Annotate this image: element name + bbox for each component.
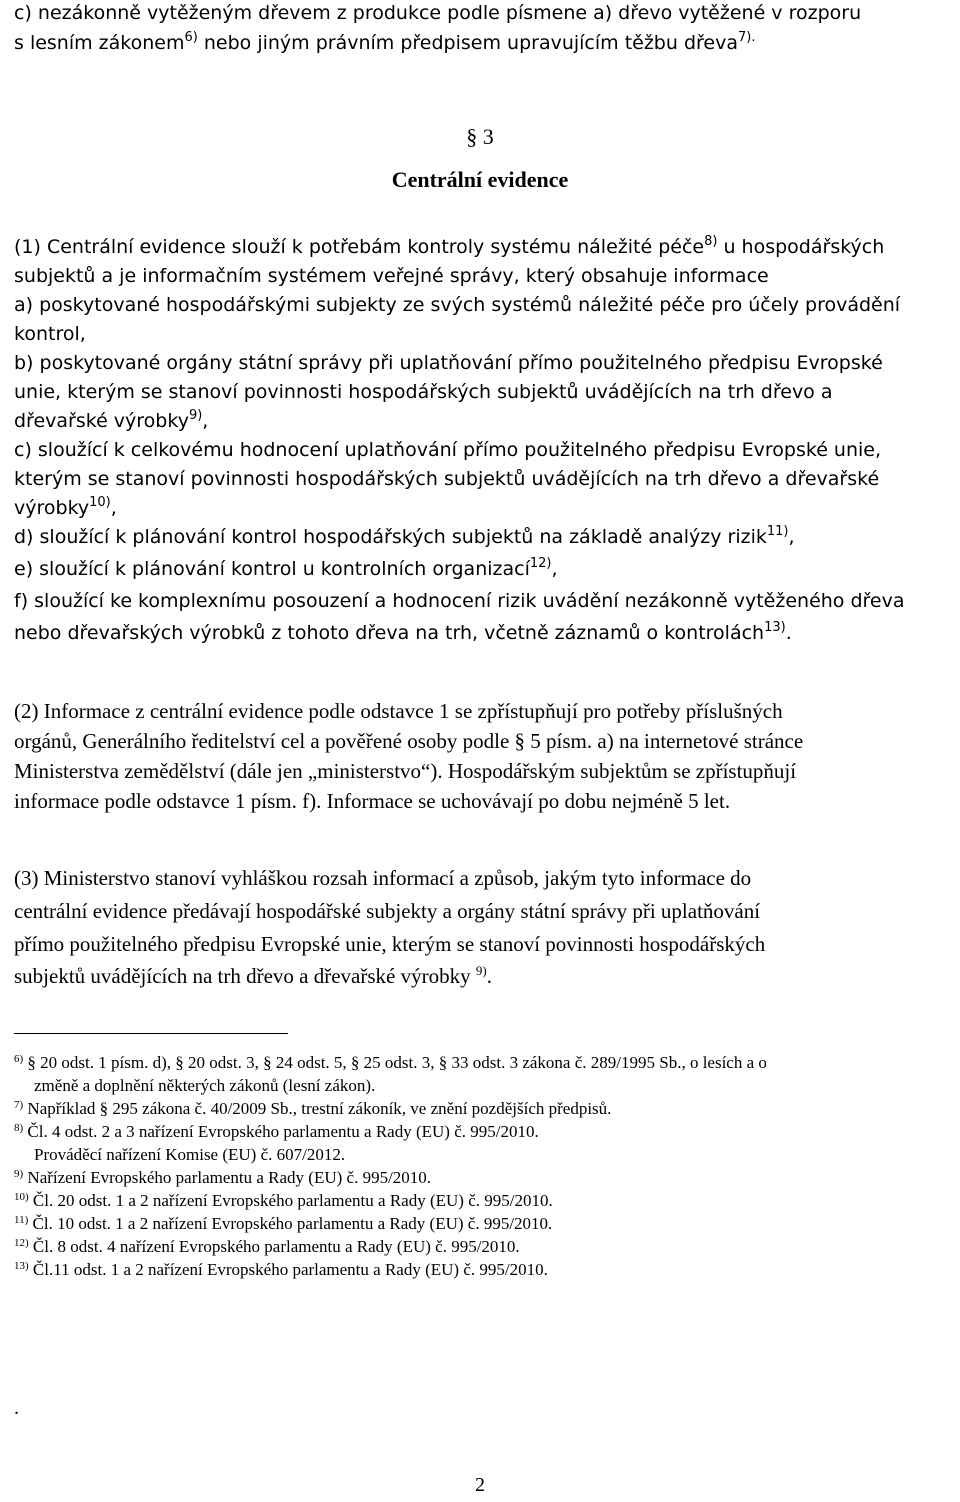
carryover-line-c: c) nezákonně vytěženým dřevem z produkce podle písmene a) dřevo vytěžené v rozporu bbox=[14, 2, 862, 24]
item-c-line-3: výrobky$^{10)}$, bbox=[14, 495, 117, 519]
footnote-ref-12: 12) bbox=[529, 556, 552, 571]
item-c-line-2: kterým se stanoví povinnosti hospodářských subjektů uvádějících na trh dřevo a dřevařské bbox=[14, 468, 880, 490]
page-number: 2 bbox=[475, 1474, 485, 1496]
section-title: Centrální evidence bbox=[391, 167, 569, 192]
footnote-separator bbox=[14, 1033, 288, 1034]
footnote-ref-11: 11) bbox=[766, 524, 789, 539]
footnote-ref-9: 9) bbox=[188, 408, 203, 423]
footnote-9: $^{9)}$ Nařízení Evropského parlamentu a Rady (EU) č. 995/2010. bbox=[14, 1168, 432, 1187]
footnote-12: $^{12)}$ Čl. 8 odst. 4 nařízení Evropského parlamentu a Rady (EU) č. 995/2010. bbox=[14, 1237, 520, 1256]
item-a-line-2: kontrol, bbox=[14, 323, 86, 345]
trailing-dot: . bbox=[14, 1397, 19, 1419]
item-c-line-1: c) sloužící k celkovému hodnocení uplatňování přímo použitelného předpisu Evropské unie, bbox=[14, 439, 882, 461]
paragraph-3-line-2: centrální evidence předávají hospodářské subjekty a orgány státní správy při uplatňování bbox=[14, 899, 761, 923]
item-a-line-1: a) poskytované hospodářskými subjekty ze svých systémů náležité péče pro účely provádění bbox=[14, 294, 901, 316]
paragraph-3-line-4: subjektů uvádějících na trh dřevo a dřevařské výrobky $^{9)}$. bbox=[14, 963, 492, 988]
item-e-line-1: e) sloužící k plánování kontrol u kontrolních organizací$^{12)}$, bbox=[14, 556, 558, 580]
footnote-6: $^{6)}$ § 20 odst. 1 písm. d), § 20 odst. 3, § 24 odst. 5, § 25 odst. 3, § 33 odst. 3 zákona č. 289/1995 Sb., o lesích a o bbox=[14, 1053, 767, 1072]
paragraph-3-line-1: (3) Ministerstvo stanoví vyhláškou rozsah informací a způsob, jakým tyto informace do bbox=[14, 866, 752, 890]
footnote-8: $^{8)}$ Čl. 4 odst. 2 a 3 nařízení Evropského parlamentu a Rady (EU) č. 995/2010. bbox=[14, 1122, 539, 1141]
paragraph-1-line-1: (1) Centrální evidence slouží k potřebám kontroly systému náležité péče$^{8)}$ u hospodářských bbox=[14, 234, 885, 258]
paragraph-1-line-2: subjektů a je informačním systémem veřejné správy, který obsahuje informace bbox=[14, 265, 769, 287]
paragraph-2-line-3: Ministerstva zemědělství (dále jen „ministerstvo“). Hospodářským subjektům se zpřístupňují bbox=[14, 759, 797, 783]
carryover-line-c-end: s lesním zákonem$^{6)}$ nebo jiným právním předpisem upravujícím těžbu dřeva$^{7).}$ bbox=[14, 30, 756, 54]
footnote-13: $^{13)}$ Čl.11 odst. 1 a 2 nařízení Evropského parlamentu a Rady (EU) č. 995/2010. bbox=[14, 1260, 548, 1279]
item-f-line-1: f) sloužící ke komplexnímu posouzení a hodnocení rizik uvádění nezákonně vytěženého dřeva bbox=[14, 590, 905, 612]
footnote-8-cont: Prováděcí nařízení Komise (EU) č. 607/2012. bbox=[34, 1145, 346, 1164]
item-b-line-2: unie, kterým se stanoví povinnosti hospodářských subjektů uvádějících na trh dřevo a bbox=[14, 381, 833, 403]
footnote-ref-7: 7). bbox=[737, 30, 756, 45]
footnote-ref-9b: 9) bbox=[475, 963, 487, 978]
item-d-line-1: d) sloužící k plánování kontrol hospodářských subjektů na základě analýzy rizik$^{11)}$, bbox=[14, 524, 795, 548]
paragraph-2-line-2: orgánů, Generálního ředitelství cel a pověřené osoby podle § 5 písm. a) na internetové stránce bbox=[14, 729, 804, 753]
footnote-11: $^{11)}$ Čl. 10 odst. 1 a 2 nařízení Evropského parlamentu a Rady (EU) č. 995/2010. bbox=[14, 1214, 553, 1233]
section-number: § 3 bbox=[466, 124, 494, 149]
item-b-line-3: dřevařské výrobky$^{9)}$, bbox=[14, 408, 209, 432]
footnote-ref-10: 10) bbox=[89, 495, 111, 510]
footnote-ref-6: 6) bbox=[184, 30, 198, 45]
item-b-line-1: b) poskytované orgány státní správy při uplatňování přímo použitelného předpisu Evropské bbox=[14, 352, 883, 374]
paragraph-2-line-4: informace podle odstavce 1 písm. f). Informace se uchovávají po dobu nejméně 5 let. bbox=[14, 789, 731, 813]
paragraph-2-line-1: (2) Informace z centrální evidence podle odstavce 1 se zpřístupňují pro potřeby příslušných bbox=[14, 699, 783, 723]
paragraph-3-line-3: přímo použitelného předpisu Evropské unie, kterým se stanoví povinnosti hospodářských bbox=[14, 932, 766, 956]
item-f-line-2: nebo dřevařských výrobků z tohoto dřeva na trh, včetně záznamů o kontrolách$^{13)}$. bbox=[14, 620, 792, 644]
footnote-10: $^{10)}$ Čl. 20 odst. 1 a 2 nařízení Evropského parlamentu a Rady (EU) č. 995/2010. bbox=[14, 1191, 553, 1210]
footnote-ref-8: 8) bbox=[704, 234, 718, 249]
footnote-6-cont: změně a doplnění některých zákonů (lesní zákon). bbox=[34, 1076, 376, 1095]
footnote-ref-13: 13) bbox=[764, 620, 786, 635]
footnote-7: $^{7)}$ Například § 295 zákona č. 40/2009 Sb., trestní zákoník, ve znění pozdějších předpisů. bbox=[14, 1099, 612, 1118]
